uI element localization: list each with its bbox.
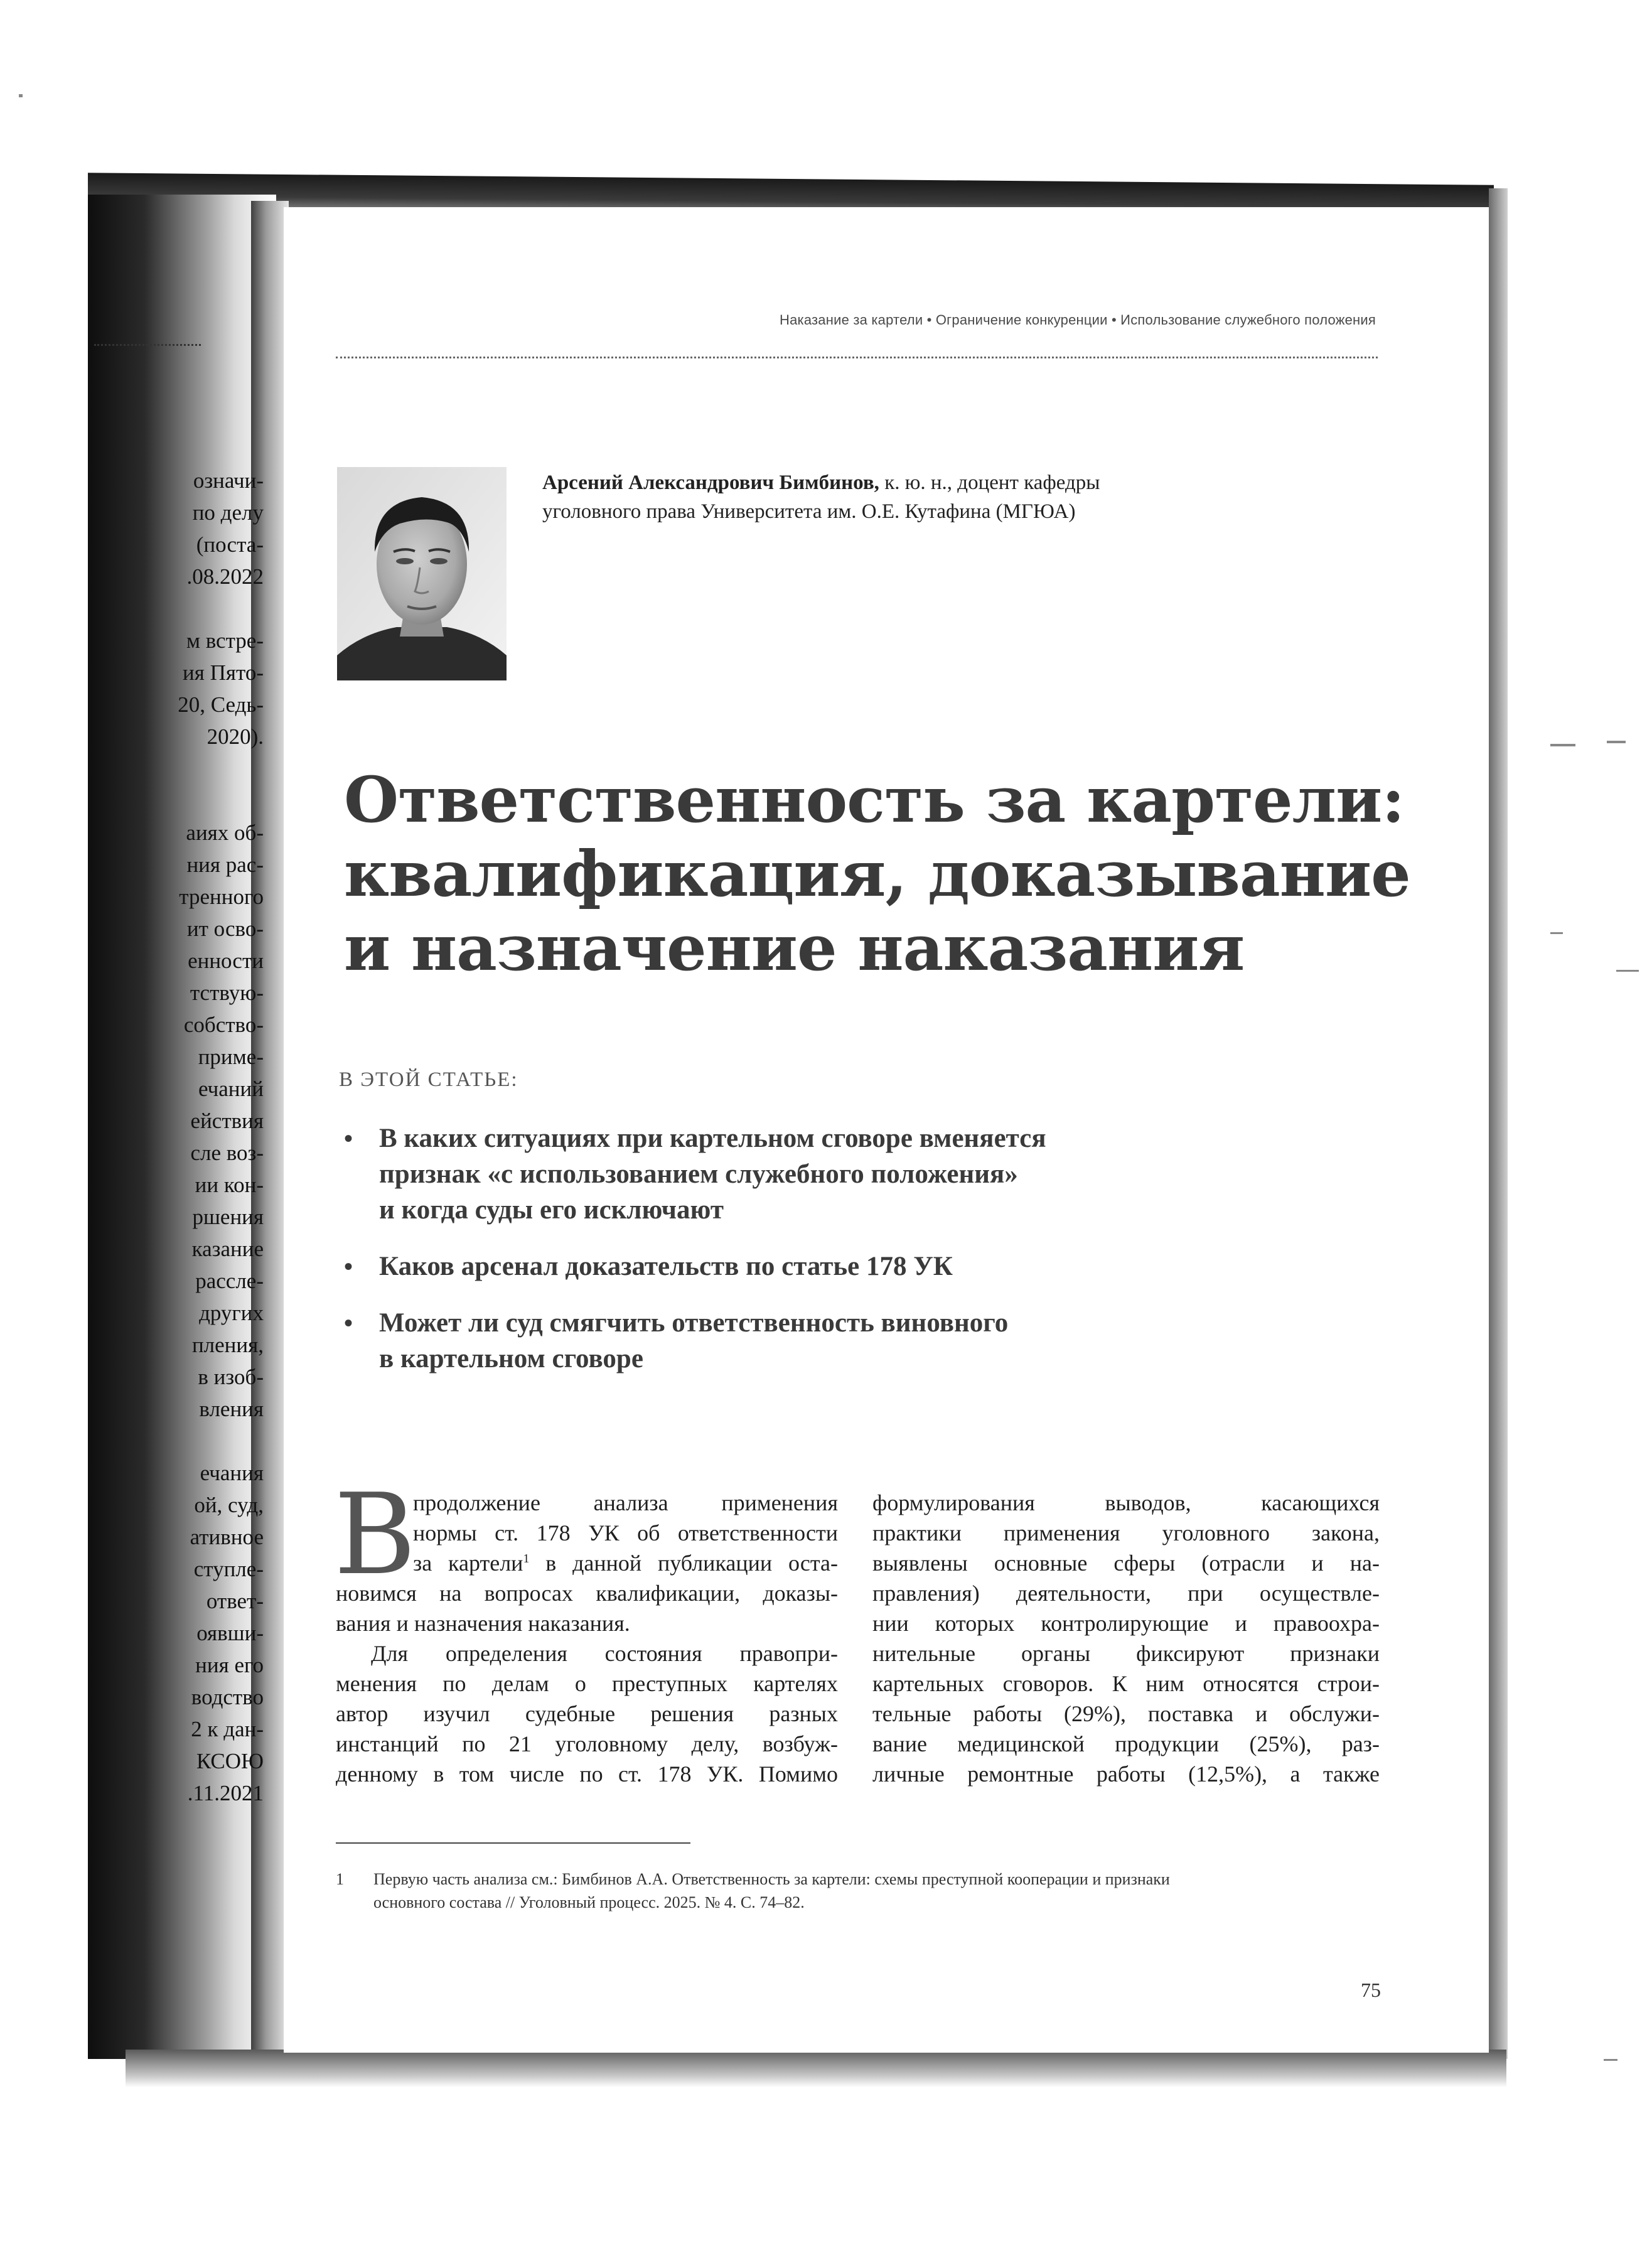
body-line: нии которых контролирующие и правоохра- [872, 1611, 1380, 1636]
facing-page-line: собство- [183, 1013, 264, 1037]
facing-page-line: ния его [195, 1653, 264, 1677]
body-column-2 [872, 1488, 1380, 1789]
facing-page-line: 2020). [206, 724, 264, 749]
facing-page-line: ния рас- [186, 852, 264, 877]
facing-page-line [94, 1425, 264, 1457]
title-line-2: квалификация, доказывание [344, 837, 1410, 911]
footnote-text [373, 1868, 1384, 1914]
scan-speck [1550, 932, 1563, 934]
scan-speck [1607, 741, 1626, 743]
footnote-line: Первую часть анализа см.: Бимбинов А.А. Ответственность за картели: схемы преступной кооперации и признаки [373, 1870, 1170, 1888]
facing-page-line: ечания [200, 1461, 264, 1485]
bullet-icon: • [343, 1124, 353, 1153]
footnote-divider [336, 1842, 690, 1844]
facing-page-line: ативное [190, 1525, 264, 1549]
scan-speck [19, 94, 23, 97]
author-portrait-image [337, 467, 507, 680]
body-line: формулирования выводов, касающихся [872, 1490, 1380, 1515]
facing-page-line: в изоб- [198, 1365, 264, 1389]
facing-page-line: м встре- [186, 628, 264, 653]
body-column-1 [336, 1488, 838, 1789]
body-line: менения по делам о преступных картелях [336, 1671, 838, 1696]
author-photo [337, 467, 507, 680]
body-line: вание медицинской продукции (25%), раз- [872, 1731, 1380, 1756]
highlight-item [339, 1249, 1318, 1284]
title-line-3: и назначение наказания [344, 911, 1245, 985]
facing-page-line: означи- [193, 468, 264, 493]
body-line [336, 1548, 838, 1578]
facing-page-line: других [199, 1301, 264, 1325]
facing-page-line: КСОЮ [196, 1749, 264, 1773]
article-highlights [339, 1121, 1318, 1397]
facing-page-line: енности [188, 949, 264, 973]
facing-page-line: сле воз- [190, 1141, 264, 1165]
running-head: Наказание за картели • Ограничение конкуренции • Использование служебного положения [780, 312, 1376, 328]
highlight-line: признак «с использованием служебного положения» [379, 1159, 1018, 1189]
highlight-item [339, 1305, 1318, 1377]
facing-page-line: ршения [192, 1205, 264, 1229]
highlight-line: Каков арсенал доказательств по статье 178 УК [379, 1252, 953, 1281]
facing-page-text-fragments [94, 465, 264, 1809]
bullet-icon: • [343, 1252, 353, 1281]
body-line: инстанций по 21 уголовному делу, возбуж- [336, 1731, 838, 1756]
facing-page-line: пления, [191, 1333, 264, 1357]
author-credentials: к. ю. н., доцент кафедры [879, 471, 1100, 494]
body-line: нительные органы фиксируют признаки [872, 1641, 1380, 1666]
page-number: 75 [1361, 1979, 1381, 2001]
facing-page-line: ечаний [198, 1077, 264, 1101]
body-line: Для определения состояния правопри- [371, 1641, 838, 1666]
highlight-line: Может ли суд смягчить ответственность виновного [379, 1308, 1009, 1338]
title-line-1: Ответственность за картели: [344, 763, 1405, 837]
scan-speck [1604, 2059, 1617, 2061]
highlight-line: В каких ситуациях при картельном сговоре вменяется [379, 1124, 1046, 1153]
facing-page-line: ействия [190, 1109, 264, 1133]
highlight-line: в картельном сговоре [379, 1344, 643, 1373]
body-line: тельные работы (29%), поставка и обслужи- [872, 1701, 1380, 1726]
facing-page-line: водство [191, 1685, 264, 1709]
body-line: продолжение анализа применения [413, 1490, 838, 1515]
highlight-item [339, 1121, 1318, 1228]
running-head-rule [336, 357, 1378, 358]
bullet-icon: • [343, 1309, 353, 1337]
facing-page-line: ответ- [206, 1589, 264, 1613]
in-this-article-label: В ЭТОЙ СТАТЬЕ: [339, 1068, 518, 1091]
facing-page-line [94, 785, 264, 817]
footnote-number: 1 [336, 1870, 344, 1888]
article-title [344, 763, 1411, 985]
facing-page-rule [94, 344, 201, 346]
footnote-line: основного состава // Уголовный процесс. 2025. № 4. С. 74–82. [373, 1893, 805, 1911]
body-line: новимся на вопросах квалификации, доказы- [336, 1581, 838, 1606]
footnote [336, 1868, 1384, 1914]
body-line: вания и назначения наказания. [336, 1611, 630, 1636]
facing-page-line: 20, Седь- [178, 692, 264, 717]
footnote-ref: 1 [523, 1552, 530, 1566]
body-text: за картели [413, 1551, 523, 1576]
scan-speck [1550, 744, 1575, 746]
body-line: практики применения уголовного закона, [872, 1520, 1380, 1545]
facing-page-line: ит осво- [186, 916, 264, 941]
facing-page-line: приме- [198, 1045, 264, 1069]
facing-page-line: .08.2022 [186, 564, 264, 589]
facing-page-line: 2 к дан- [191, 1717, 264, 1741]
body-line: автор изучил судебные решения разных [336, 1701, 838, 1726]
body-line: личные ремонтные работы (12,5%), а также [872, 1761, 1380, 1787]
body-line: нормы ст. 178 УК об ответственности [413, 1520, 838, 1545]
body-line: картельных сговоров. К ним относятся строи- [872, 1671, 1380, 1696]
facing-page-line: оявши- [196, 1621, 264, 1645]
facing-page-line: ия Пято- [183, 660, 264, 685]
facing-page-line: казание [191, 1237, 264, 1261]
author-info [542, 468, 1383, 526]
body-text: в данной публикации оста- [529, 1551, 838, 1576]
highlight-line: и когда суды его исключают [379, 1195, 724, 1225]
author-name: Арсений Александрович Бимбинов, [542, 471, 879, 494]
facing-page-line: ой, суд, [194, 1493, 264, 1517]
body-line: денному в том числе по ст. 178 УК. Помимо [336, 1761, 838, 1787]
scan-shadow-right [1489, 188, 1508, 2059]
drop-cap: В [334, 1470, 416, 1599]
facing-page-line: рассле- [195, 1269, 264, 1293]
facing-page-line [94, 593, 264, 625]
facing-page-line: ии кон- [195, 1173, 264, 1197]
facing-page-line: тренного [179, 884, 264, 909]
scan-shadow-bottom [126, 2050, 1506, 2087]
facing-page-line: аиях об- [186, 820, 264, 845]
scan-speck [1616, 970, 1639, 972]
facing-page-line: ступле- [193, 1557, 264, 1581]
facing-page-line: (поста- [196, 532, 264, 557]
facing-page-line [94, 753, 264, 785]
facing-page-line: вления [199, 1397, 264, 1421]
facing-page-line: .11.2021 [187, 1781, 264, 1805]
body-line: выявлены основные сферы (отрасли и на- [872, 1551, 1380, 1576]
facing-page-line: по делу [192, 500, 264, 525]
facing-page-line: тствую- [190, 981, 264, 1005]
author-affiliation: уголовного права Университета им. О.Е. Кутафина (МГЮА) [542, 500, 1076, 523]
body-line: правления) деятельности, при осуществле- [872, 1581, 1380, 1606]
